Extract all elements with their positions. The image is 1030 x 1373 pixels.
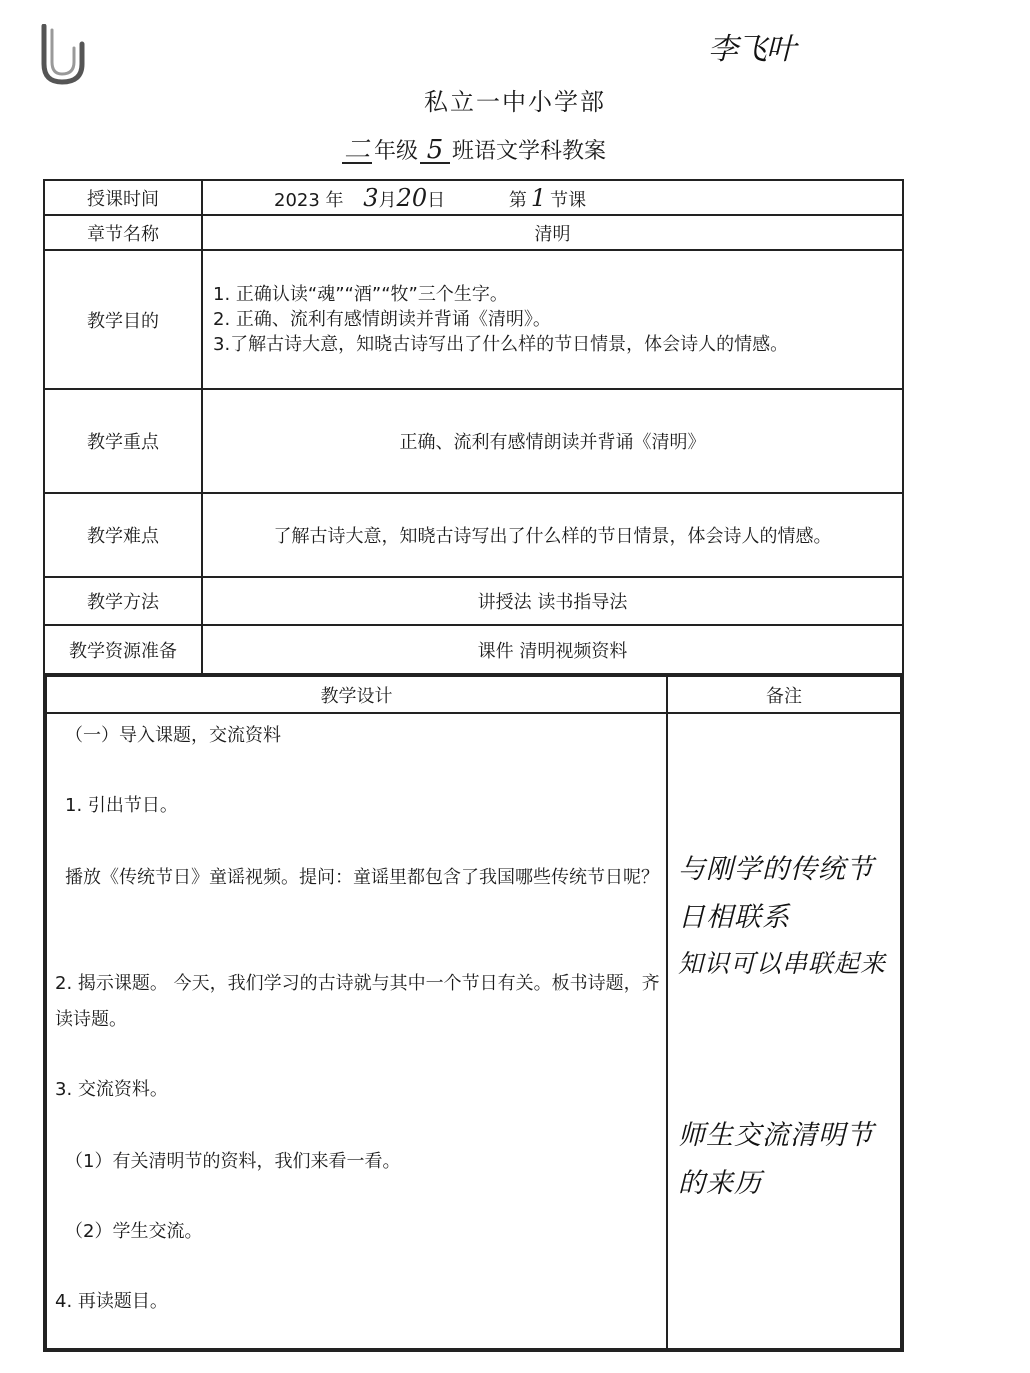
row-time (44, 180, 903, 215)
design-section (44, 674, 903, 1351)
goal-item: 2. 正确、流利有感情朗读并背诵《清明》。 (213, 309, 551, 330)
design-paragraph: 2. 揭示课题。 今天，我们学习的古诗就与其中一个节日有关。板书诗题，齐读诗题。 (55, 973, 660, 1030)
value-goals (202, 250, 903, 389)
grade-handwritten: 二 (343, 135, 370, 165)
value-method: 讲授法 读书指导法 (202, 577, 903, 625)
month-suffix: 月 (378, 189, 397, 211)
lesson-number-handwritten: 1 (530, 183, 547, 212)
design-header: 教学设计 (46, 676, 667, 713)
grade-suffix: 年级 (374, 139, 419, 164)
label-chapter: 章节名称 (44, 215, 202, 250)
label-resources: 教学资源准备 (44, 625, 202, 674)
handwritten-remark: 的来历 (678, 1168, 762, 1199)
school-title: 私立一中小学部 (424, 88, 606, 116)
goal-item: 3.了解古诗大意，知晓古诗写出了什么样的节日情景，体会诗人的情感。 (213, 334, 789, 355)
design-paragraph: 4. 再读题目。 (55, 1291, 168, 1312)
label-method: 教学方法 (44, 577, 202, 625)
label-difficulty: 教学难点 (44, 493, 202, 577)
row-focus (44, 389, 903, 493)
day-handwritten: 20 (396, 183, 428, 212)
remarks-header: 备注 (667, 676, 901, 713)
handwritten-remark: 知识可以串联起来 (678, 949, 887, 978)
row-goals (44, 250, 903, 389)
row-chapter (44, 215, 903, 250)
class-handwritten: 5 (420, 138, 450, 164)
row-resources (44, 625, 903, 674)
goal-item: 1. 正确认读“魂”“酒”“牧”三个生字。 (213, 284, 508, 305)
handwritten-remark: 日相联系 (678, 902, 790, 933)
value-resources: 课件 清明视频资料 (202, 625, 903, 674)
label-goals: 教学目的 (44, 250, 202, 389)
row-difficulty (44, 493, 903, 577)
design-paragraph: （2）学生交流。 (65, 1221, 203, 1242)
month-handwritten: 3 (363, 183, 379, 212)
label-time: 授课时间 (44, 180, 202, 215)
teacher-signature: 李飞叶 (708, 32, 795, 67)
row-method (44, 577, 903, 625)
class-suffix: 班语文学科教案 (452, 139, 607, 164)
remarks-content (667, 713, 901, 1349)
design-body-row (46, 713, 901, 1349)
lesson-prefix: 第 (508, 189, 527, 211)
lesson-suffix: 节课 (550, 189, 587, 211)
label-focus: 教学重点 (44, 389, 202, 493)
handwritten-remark: 与刚学的传统节 (678, 854, 874, 885)
day-suffix: 日 (427, 189, 446, 211)
design-paragraph: 播放《传统节日》童谣视频。提问：童谣里都包含了我国哪些传统节日呢？ (65, 867, 659, 888)
document-subtitle (340, 134, 606, 165)
value-chapter: 清明 (202, 215, 903, 250)
design-content (46, 713, 667, 1349)
lesson-plan-table (43, 179, 904, 1352)
design-paragraph: 3. 交流资料。 (55, 1079, 168, 1100)
handwritten-remark: 师生交流清明节 (678, 1120, 874, 1151)
value-focus: 正确、流利有感情朗读并背诵《清明》 (202, 389, 903, 493)
design-paragraph: （一）导入课题，交流资料 (65, 725, 281, 746)
paper-clip-icon (38, 24, 90, 86)
design-paragraph: 1. 引出节日。 (65, 795, 178, 816)
value-difficulty: 了解古诗大意，知晓古诗写出了什么样的节日情景，体会诗人的情感。 (202, 493, 903, 577)
design-paragraph: （1）有关清明节的资料，我们来看一看。 (65, 1151, 401, 1172)
design-header-row (46, 676, 901, 713)
design-table (45, 675, 902, 1350)
row-design (44, 674, 903, 1351)
value-time (202, 180, 903, 215)
year-text: 2023 年 (274, 189, 344, 211)
